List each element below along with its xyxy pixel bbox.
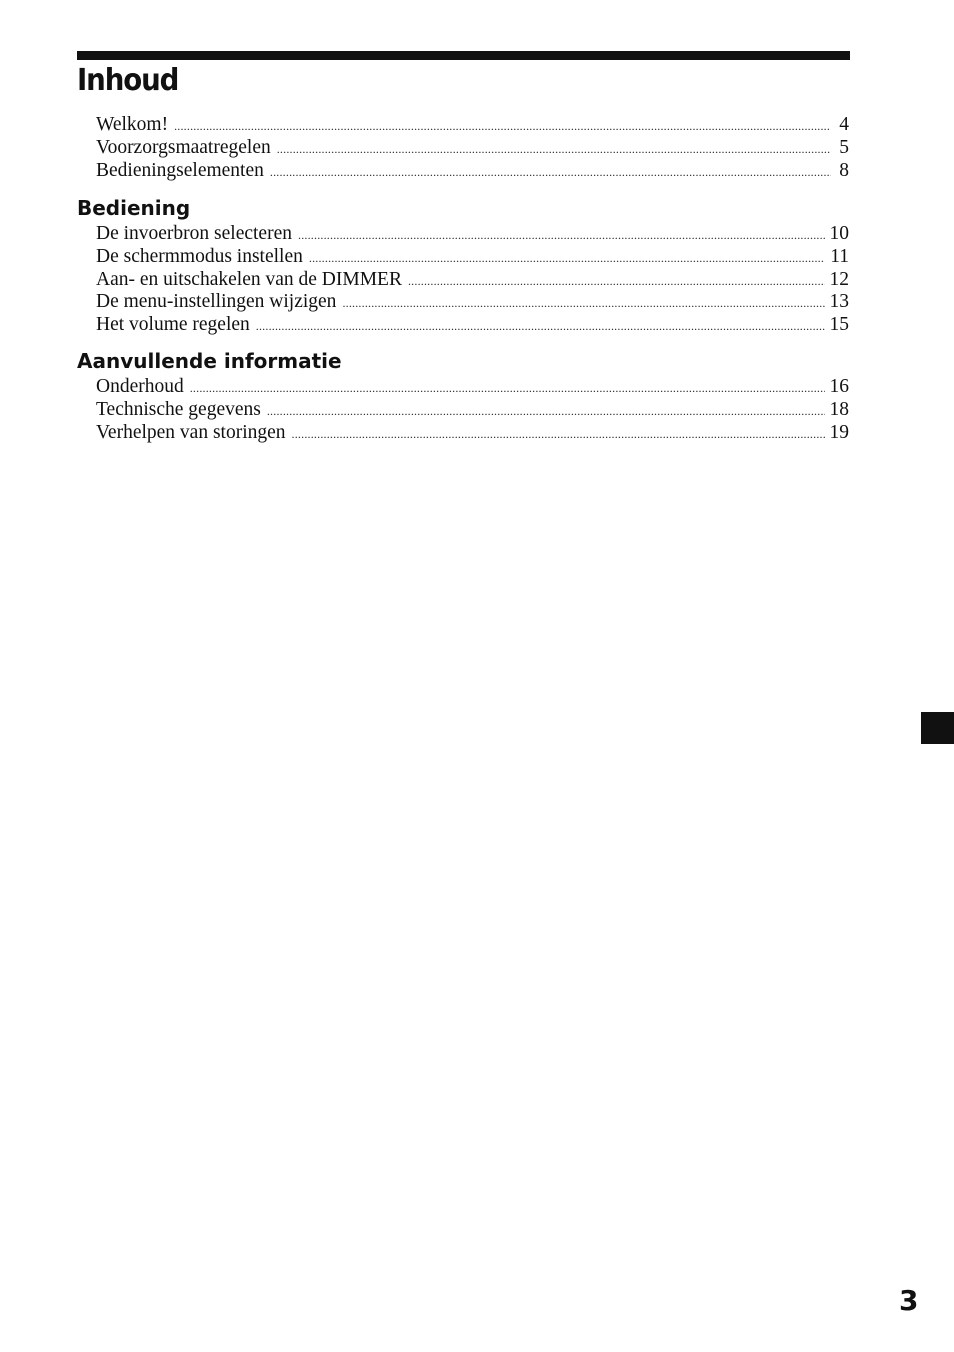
section-heading-aanvullende-informatie: Aanvullende informatie [77, 349, 342, 373]
toc-intro-list [96, 114, 849, 182]
toc-entry[interactable] [96, 269, 849, 292]
toc-entry-page: 13 [829, 291, 849, 313]
dot-leader [174, 115, 831, 138]
toc-entry-title: De invoerbron selecteren [96, 223, 292, 244]
toc-entry-title: De schermmodus instellen [96, 245, 303, 267]
toc-entry-page: 15 [829, 314, 849, 336]
dot-leader [256, 315, 825, 338]
dot-leader [270, 161, 831, 184]
dot-leader [292, 423, 825, 446]
section-heading-bediening: Bediening [77, 196, 191, 220]
toc-bediening-list [96, 223, 849, 337]
toc-entry[interactable] [96, 160, 849, 183]
toc-entry-title: Het volume regelen [96, 314, 250, 336]
toc-entry[interactable] [96, 376, 849, 399]
toc-entry-title: Onderhoud [96, 376, 184, 397]
toc-entry-page: 18 [829, 398, 849, 420]
toc-aanvullende-list [96, 376, 849, 444]
toc-entry-page: 12 [829, 268, 849, 290]
toc-entry-page: 19 [829, 421, 849, 443]
toc-entry-page: 11 [830, 245, 849, 267]
toc-entry-title: Welkom! [96, 114, 169, 135]
toc-entry-page: 5 [839, 136, 849, 158]
toc-entry-page: 10 [829, 223, 849, 244]
toc-entry[interactable] [96, 422, 849, 445]
toc-entry[interactable] [96, 137, 849, 160]
toc-entry[interactable] [96, 314, 849, 337]
toc-entry[interactable] [96, 223, 849, 246]
toc-entry[interactable] [96, 399, 849, 422]
toc-entry-page: 8 [839, 159, 849, 181]
toc-entry-page: 4 [839, 114, 849, 135]
edge-tab-marker [921, 712, 954, 744]
dot-leader [309, 247, 825, 270]
dot-leader [267, 400, 825, 423]
dot-leader [277, 138, 831, 161]
toc-entry[interactable] [96, 291, 849, 314]
toc-entry-title: Verhelpen van storingen [96, 421, 286, 443]
page-number: 3 [899, 1284, 919, 1317]
toc-entry-title: Bedieningselementen [96, 159, 264, 181]
toc-entry-title: De menu-instellingen wijzigen [96, 291, 337, 313]
dot-leader [342, 292, 824, 315]
page-title: Inhoud [77, 63, 179, 98]
dot-leader [190, 377, 825, 400]
toc-entry[interactable] [96, 114, 849, 137]
toc-entry-title: Voorzorgsmaatregelen [96, 136, 271, 158]
toc-entry-page: 16 [829, 376, 849, 397]
toc-entry-title: Technische gegevens [96, 398, 261, 420]
top-rule [77, 51, 850, 60]
toc-entry-title: Aan- en uitschakelen van de DIMMER [96, 268, 402, 290]
dot-leader [408, 270, 825, 293]
toc-entry[interactable] [96, 246, 849, 269]
dot-leader [298, 224, 825, 247]
